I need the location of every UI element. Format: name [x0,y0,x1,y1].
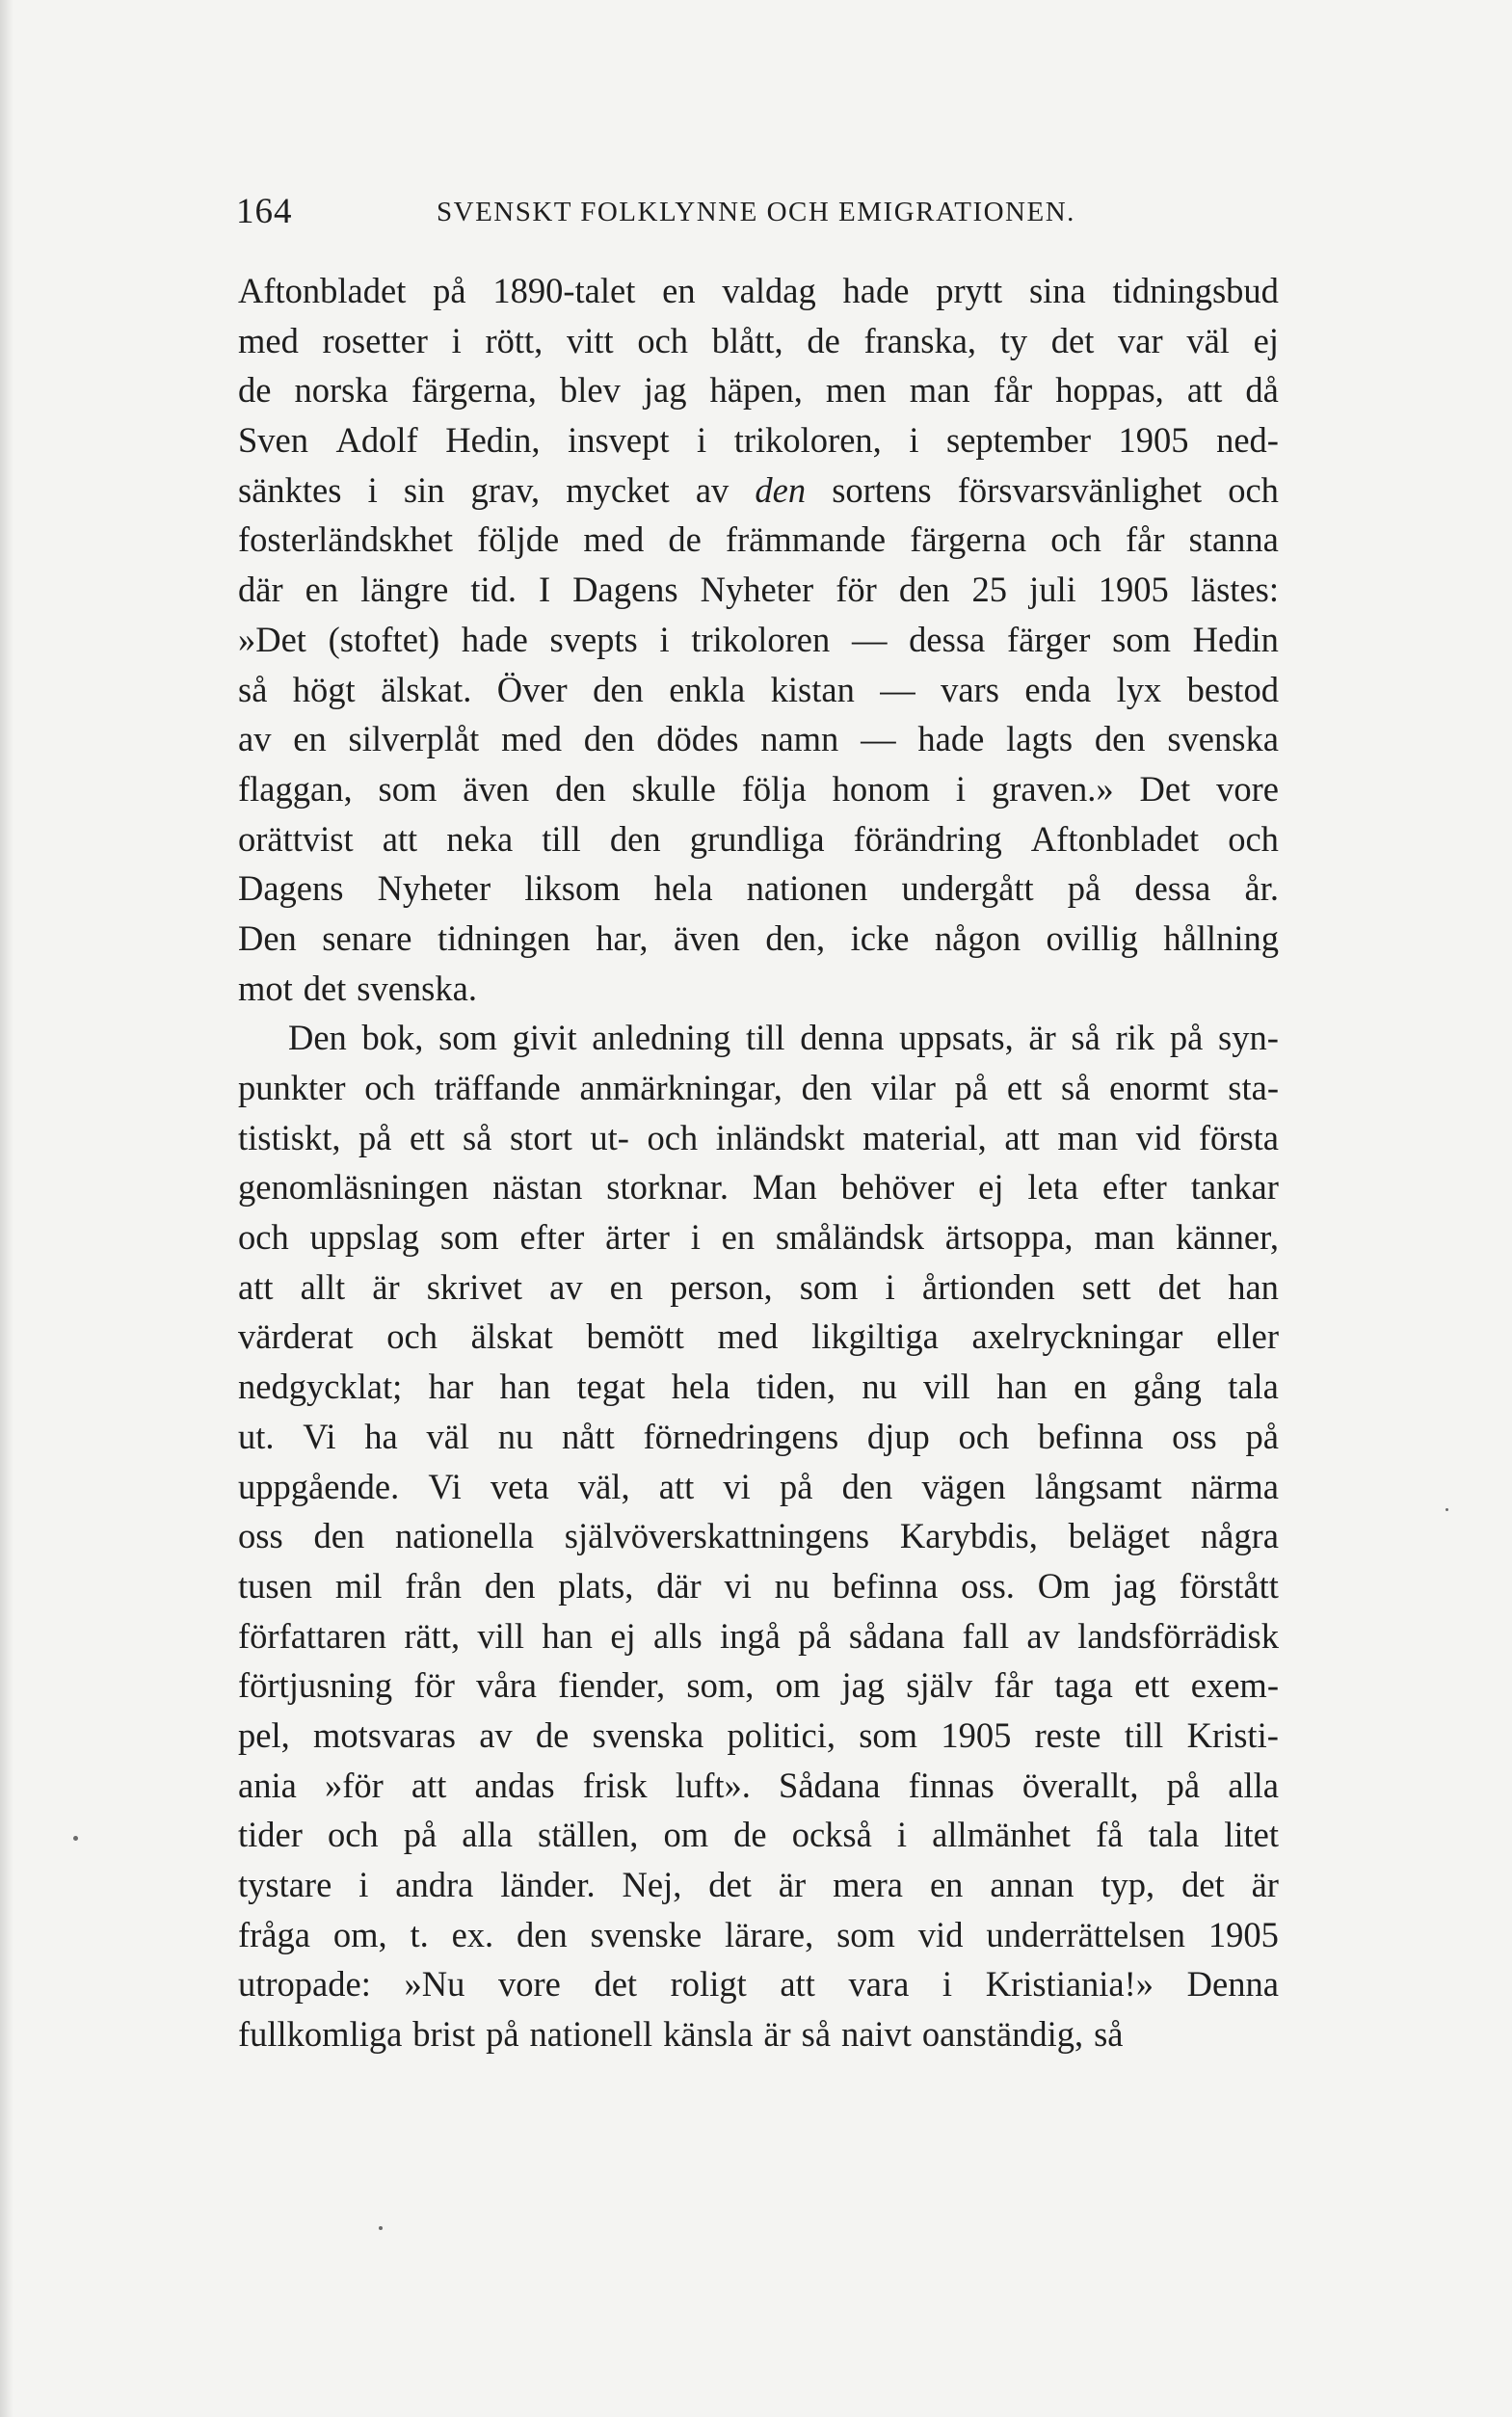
text-line: oss den nationella självöverskattningens Karybdis, beläget några [238,1516,1279,1556]
text-line: fullkomliga brist på nationell känsla är så naivt oanständig, så [238,2014,1124,2055]
page-header [236,191,1277,237]
text-line: med rosetter i rött, vitt och blått, de franska, ty det var väl ej [238,320,1279,360]
text-line: förtjusning för våra fiender, som, om jag själv får taga ett exem- [238,1665,1279,1706]
text-line: genomläsningen nästan storknar. Man behöver ej leta efter tankar [238,1167,1279,1208]
text-line: Den bok, som givit anledning till denna uppsats, är så rik på syn- [288,1018,1279,1058]
text-line: att allt är skrivet av en person, som i årtionden sett det han [238,1266,1279,1307]
body-text [238,266,1279,2059]
text-line: och uppslag som efter ärter i en småländsk ärtsoppa, man känner, [238,1217,1279,1258]
text-line: Dagens Nyheter liksom hela nationen undergått på dessa år. [238,868,1279,909]
text-line: fosterländskhet följde med de främmande färgerna och får stanna [238,519,1279,560]
text-line: sänktes i sin grav, mycket av den sortens försvarsvänlighet och [238,469,1279,510]
text-line: ania »för att andas frisk luft». Sådana finnas överallt, på alla [238,1765,1279,1805]
scan-speck [379,2226,383,2230]
text-line: flaggan, som även den skulle följa honom i graven.» Det vore [238,768,1279,809]
text-line: Sven Adolf Hedin, insvept i trikoloren, i september 1905 ned- [238,420,1279,461]
text-line: värderat och älskat bemött med likgiltiga axelryckningar eller [238,1316,1279,1357]
scan-speck [73,1836,78,1841]
running-head: SVENSKT FOLKLYNNE OCH EMIGRATIONEN. [437,197,1075,227]
scan-speck [1446,1508,1448,1511]
text-line: tistiskt, på ett så stort ut- och inländskt material, att man vid första [238,1117,1279,1157]
text-line: mot det svenska. [238,968,477,1008]
text-line: punkter och träffande anmärkningar, den vilar på ett så enormt sta- [238,1068,1279,1107]
text-line: de norska färgerna, blev jag häpen, men man får hoppas, att då [238,370,1279,411]
text-line: ut. Vi ha väl nu nått förnedringens djup och befinna oss på [238,1416,1279,1456]
text-line: pel, motsvaras av de svenska politici, som 1905 reste till Kristi- [238,1714,1279,1755]
text-line: orättvist att neka till den grundliga förändring Aftonbladet och [238,818,1279,859]
text-line: författaren rätt, vill han ej alls ingå på sådana fall av landsförrädisk [238,1615,1279,1656]
text-line: tystare i andra länder. Nej, det är mera en annan typ, det är [238,1865,1279,1904]
text-line: av en silverplåt med den dödes namn — hade lagts den svenska [238,719,1279,759]
text-line: utropade: »Nu vore det roligt att vara i Kristiania!» Denna [238,1964,1279,2005]
text-line: uppgående. Vi veta väl, att vi på den vägen långsamt närma [238,1466,1279,1506]
text-line: där en längre tid. I Dagens Nyheter för den 25 juli 1905 lästes: [238,570,1279,610]
text-line: så högt älskat. Över den enkla kistan — vars enda lyx bestod [238,669,1279,709]
text-line: tusen mil från den plats, där vi nu befinna oss. Om jag förstått [238,1565,1279,1606]
text-line: fråga om, t. ex. den svenske lärare, som vid underrättelsen 1905 [238,1914,1279,1954]
text-line: Den senare tidningen har, även den, icke någon ovillig hållning [238,917,1279,958]
text-line: Aftonbladet på 1890-talet en valdag hade prytt sina tidningsbud [238,271,1279,310]
page-number: 164 [236,192,293,231]
text-line: nedgycklat; har han tegat hela tiden, nu vill han en gång tala [238,1367,1279,1407]
text-line: tider och på alla ställen, om de också i allmänhet få tala litet [238,1815,1279,1855]
text-line: »Det (stoftet) hade svepts i trikoloren — dessa färger som Hedin [238,619,1279,659]
page-edge [0,0,13,2417]
